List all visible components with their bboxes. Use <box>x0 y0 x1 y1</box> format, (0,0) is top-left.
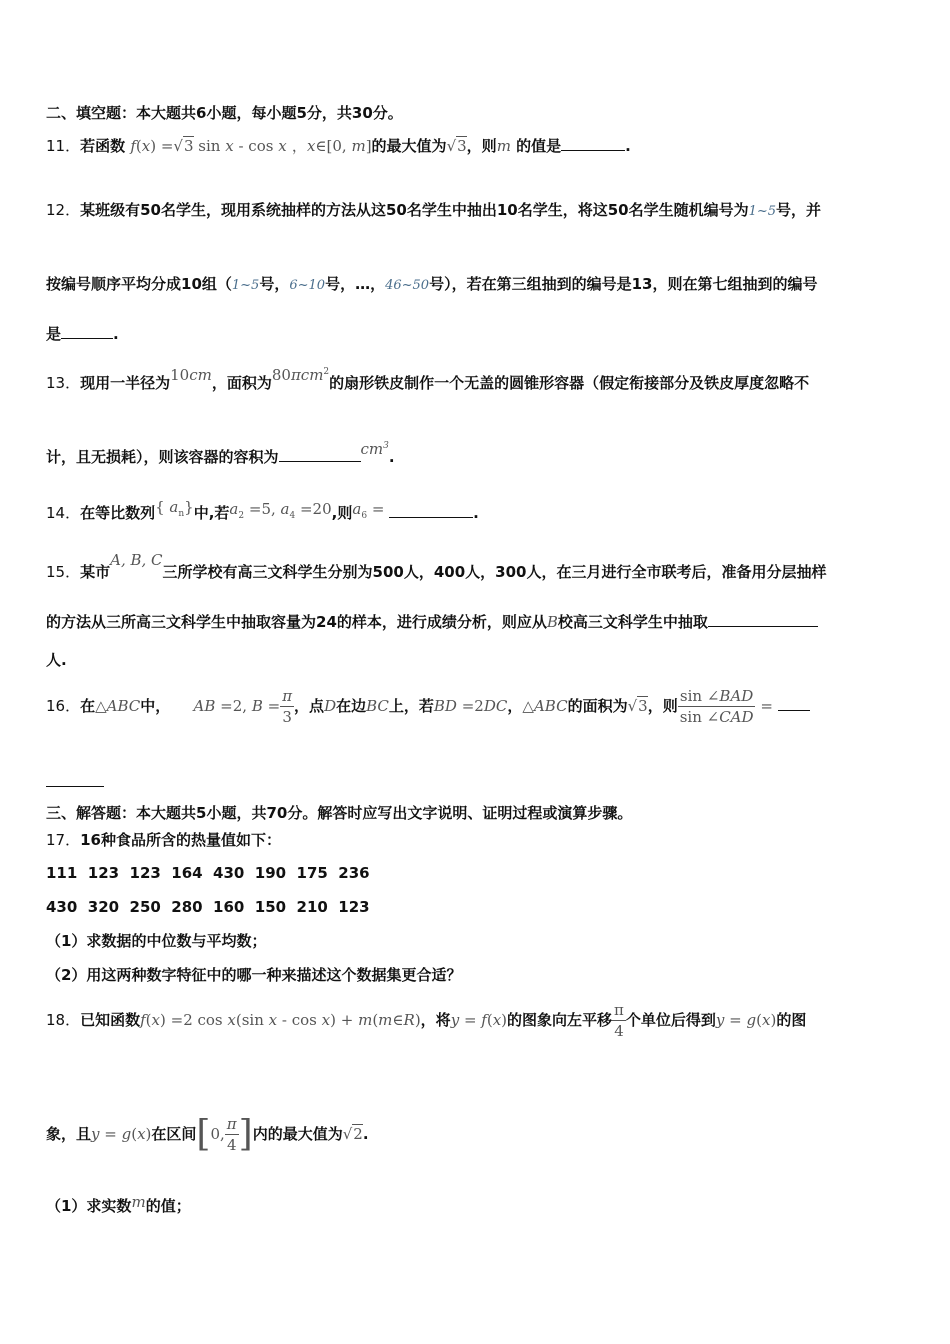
question-16-blank-cont <box>46 772 104 787</box>
question-14: 14．在等比数列{ $a_n$}中,若$a_2 =5$, $a_4 =20$,则$a_6$ = . <box>46 498 479 522</box>
q12-range-3: 46~50 <box>385 278 430 293</box>
q12-range-2: 6~10 <box>289 278 326 293</box>
answer-blank <box>561 136 625 151</box>
q11-formula: f <box>130 137 136 155</box>
q12-range-1: 1~5 <box>748 204 777 219</box>
q18-part-1: （1）求实数m的值； <box>46 1193 191 1215</box>
fraction-pi-over-4-interval: $\frac{\pi}{4}$ <box>226 1115 237 1154</box>
question-17: 17．16种食品所含的热量值如下： <box>46 831 281 849</box>
fraction-pi-over-3: $\frac{\pi}{3}$ <box>282 687 293 726</box>
q17-part-1: （1）求数据的中位数与平均数； <box>46 932 267 950</box>
q11-domain: x <box>306 137 316 155</box>
question-18-line2: 象，且y = g(x)在区间[0, $\frac{\pi}{4}$ ]内的最大值为√2. <box>46 1113 369 1155</box>
answer-blank <box>778 696 810 711</box>
question-13: 13．现用一半径为10cm，面积为80πcm$^2$的扇形铁皮制作一个无盖的圆锥形容器（假定衔接部分及铁皮厚度忽略不 <box>46 366 810 392</box>
fraction-sin-ratio: $\frac{\text{sin ∠BAD}}{\text{sin ∠CAD}}$ <box>679 687 754 726</box>
fraction-pi-over-4: $\frac{\pi}{4}$ <box>614 1001 624 1040</box>
question-12-line3: 是 . <box>46 325 119 343</box>
question-15-line3: 人. <box>46 651 67 669</box>
answer-blank <box>708 612 818 627</box>
answer-blank <box>61 324 113 339</box>
question-15: 15．某市A, B, C三所学校有高三文科学生分别为500人，400人，300人，在三月进行全市联考后，准备用分层抽样 <box>46 551 827 581</box>
section-heading-fill-in: 二、填空题：本大题共6小题，每小题5分，共30分。 <box>46 104 403 122</box>
q17-part-2: （2）用这两种数字特征中的哪一种来描述这个数据集更合适？ <box>46 966 462 984</box>
question-15-line2: 的方法从三所高三文科学生中抽取容量为24的样本，进行成绩分析，则应从B校高三文科学生中抽取 <box>46 612 818 632</box>
question-18: 18．已知函数f(x) =2 cos x(sin x - cos x) + m(m∈R)，将y = f(x)的图象向左平移 $\frac{\pi}{4}$ 个单位后得到y = g(x)的图 <box>46 1001 807 1040</box>
question-13-line2: 计，且无损耗），则该容器的容积为 $cm^3$. <box>46 440 395 466</box>
answer-blank <box>279 447 361 462</box>
q11-number: 11． <box>46 137 81 155</box>
answer-blank <box>389 503 473 518</box>
question-11: 11．若函数 f(x) =√3 sin x - cos x ，x∈[0, m]的最大值为√3，则m 的值是 . <box>46 137 631 155</box>
section-heading-solutions: 三、解答题：本大题共5小题，共70分。解答时应写出文字说明、证明过程或演算步骤。 <box>46 804 633 822</box>
data-row-2: 430 320 250 280 160 150 210 123 <box>46 898 370 916</box>
question-12: 12．某班级有50名学生，现用系统抽样的方法从这50名学生中抽出10名学生，将这50名学生随机编号为1~5号，并 <box>46 201 822 219</box>
question-16: 16．在△ABC中， AB =2, B = $\frac{\pi}{3}$ ，点D在边BC上，若BD =2DC，△ABC的面积为√3，则 $\frac{\text{sin ∠BAD}}{\text{sin ∠CAD}}$ = <box>46 686 810 727</box>
question-12-line2: 按编号顺序平均分成10组（1~5号，6~10号，…，46~50号），若在第三组抽到的编号是13，则在第七组抽到的编号 <box>46 275 818 293</box>
data-row-1: 111 123 123 164 430 190 175 236 <box>46 864 370 882</box>
